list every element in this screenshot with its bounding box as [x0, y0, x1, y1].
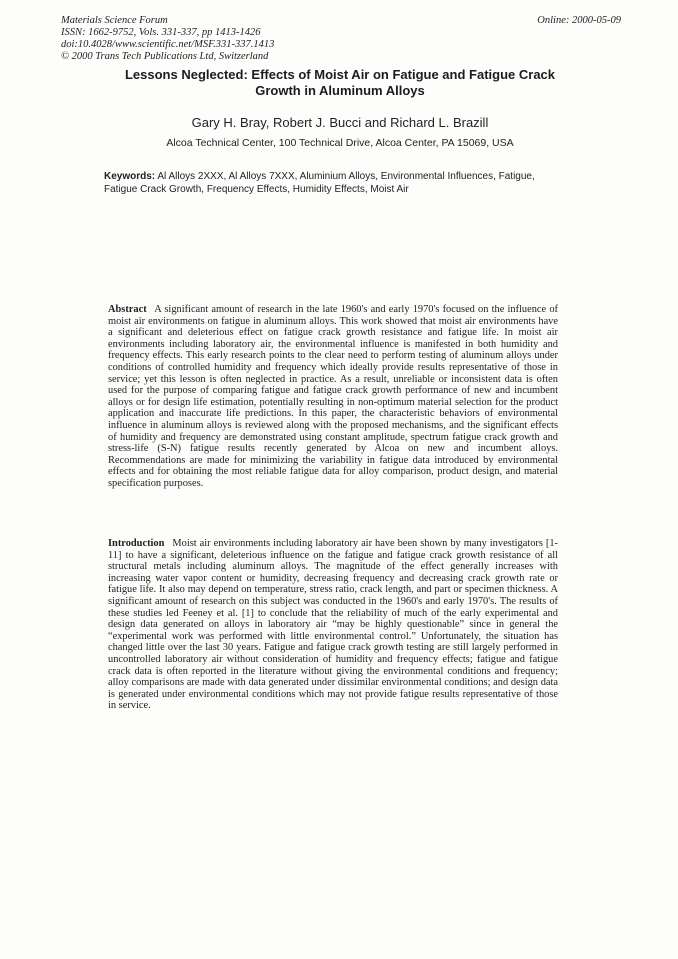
online-date: Online: 2000-05-09	[537, 15, 621, 26]
abstract	[108, 304, 558, 490]
title-line-2: Growth in Aluminum Alloys	[255, 83, 425, 98]
abstract-text: A significant amount of research in the late 1960's and early 1970's focused on the influence of moist air environments on fatigue in aluminum alloys. This work showed that moist air environments have a significant and deleterious effect on fatigue crack growth resistance and fatigue life. In moist air environments including laboratory air, the environmental influence is manifested in both humidity and frequency effects. This early research points to the clear need to perform testing of aluminum alloys under conditions of controlled humidity and frequency which ideally provide results representative of those in service; yet this lesson is often neglected in practice. As a result, unreliable or inconsistent data is often used for the purpose of comparing fatigue and fatigue crack growth performance of new and incumbent alloys or for design life estimation, potentially resulting in non-optimum material selection for the product application and inaccurate life predictions. In this paper, the characteristic behaviors of environmental influence in aluminum alloys is reviewed along with the proposed mechanisms, and the significant effects of humidity and frequency are demonstrated using constant amplitude, spectrum fatigue crack growth and stress-life (S-N) fatigue results recently generated by Alcoa on new and incumbent alloys. Recommendations are made for minimizing the variability in fatigue data introduced by environmental effects and for obtaining the most reliable fatigue data for alloy comparison, product design, and material specification purposes.	[108, 304, 558, 489]
introduction-text: Moist air environments including laboratory air have been shown by many investigators [1-11] to have a significant, deleterious influence on the fatigue and fatigue crack growth resistance of all structural metals including aluminum alloys. The magnitude of the effect generally increases with increasing water vapor content or humidity, decreasing frequency and decreasing crack growth rate or fatigue life. It also may depend on temperature, stress ratio, crack length, and part or specimen thickness. A significant amount of research on this subject was conducted in the 1960's and early 1970's. The results of these studies led Feeney et al. [1] to conclude that the reliability of much of the early experimental and design data generated on alloys in laboratory air “may be highly questionable” since in general the “experimental work was performed with little environmental control.” Unfortunately, the situation has changed little over the last 30 years. Fatigue and fatigue crack growth testing are still largely performed in uncontrolled laboratory air without consideration of humidity and frequency effects; fatigue and fatigue crack data is often reported in the literature without giving the environmental conditions and frequency; alloy comparisons are made with data generated under dissimilar environmental conditions; and design data is generated under environmental conditions which may not provide fatigue results representative of those in service.	[108, 538, 558, 712]
authors: Gary H. Bray, Robert J. Bucci and Richard L. Brazill	[191, 115, 489, 130]
journal-metadata	[61, 15, 621, 63]
copyright-line: © 2000 Trans Tech Publications Ltd, Switzerland	[61, 51, 269, 62]
keywords	[104, 170, 554, 196]
doi-line: doi:10.4028/www.scientific.net/MSF.331-337.1413	[61, 39, 275, 50]
keywords-text: Al Alloys 2XXX, Al Alloys 7XXX, Aluminium Alloys, Environmental Influences, Fatigue, Fatigue Crack Growth, Frequency Effects, Humidity Effects, Moist Air	[104, 171, 535, 195]
paper-title	[90, 67, 590, 99]
introduction	[108, 538, 558, 712]
journal-name: Materials Science Forum	[61, 15, 168, 26]
abstract-heading: Abstract	[108, 304, 147, 315]
title-line-1: Lessons Neglected: Effects of Moist Air on Fatigue and Fatigue Crack	[124, 67, 556, 82]
issn-line: ISSN: 1662-9752, Vols. 331-337, pp 1413-1426	[61, 27, 261, 38]
keywords-label: Keywords:	[104, 171, 156, 182]
affiliation: Alcoa Technical Center, 100 Technical Drive, Alcoa Center, PA 15069, USA	[166, 137, 514, 149]
introduction-heading: Introduction	[108, 538, 165, 549]
